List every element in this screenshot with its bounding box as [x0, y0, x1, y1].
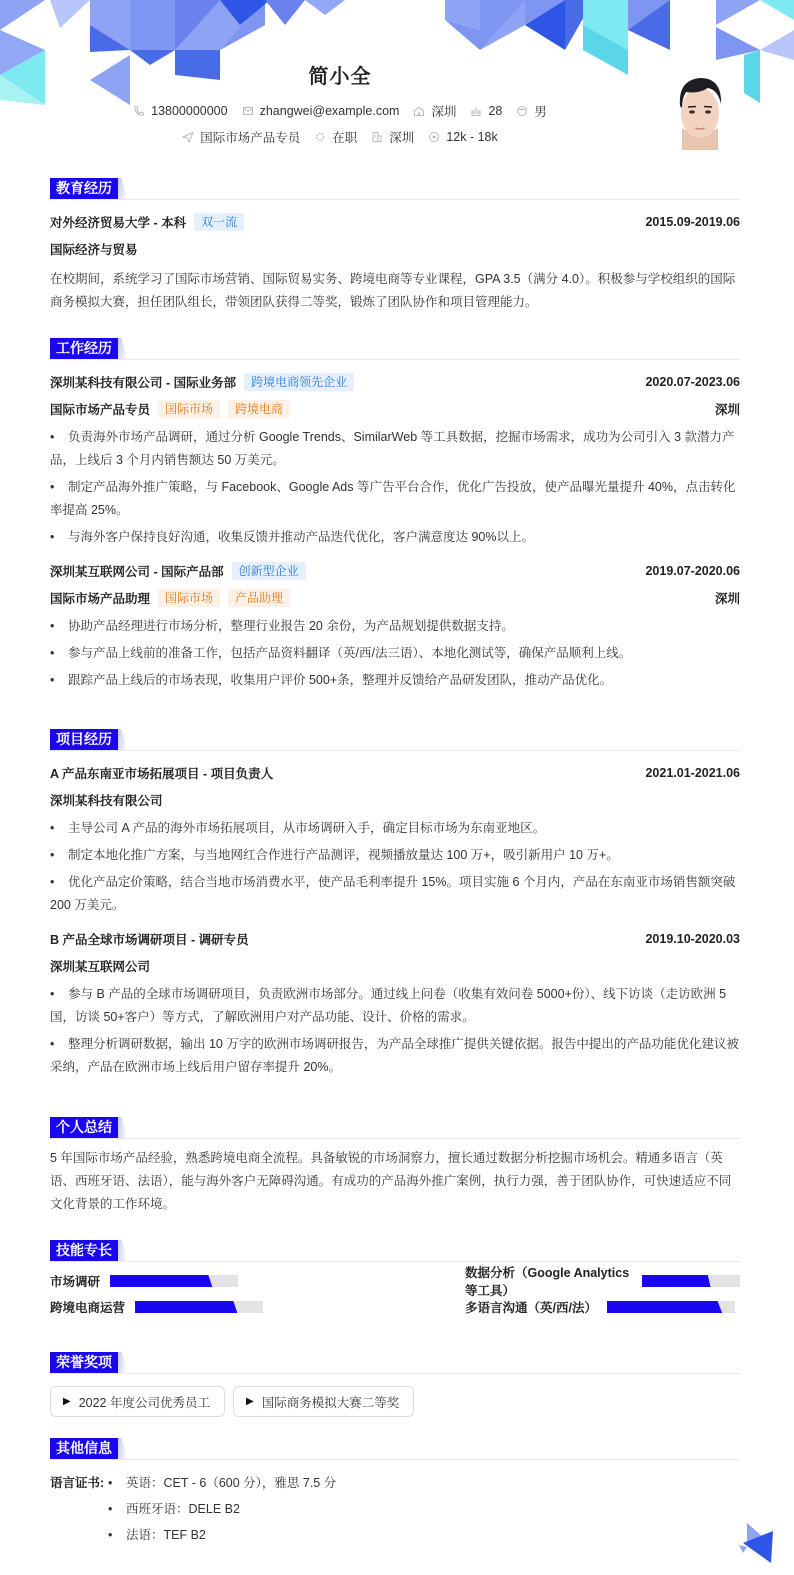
list-item: • 主导公司 A 产品的海外市场拓展项目，从市场调研入手，确定目标市场为东南亚地区。 — [50, 821, 546, 835]
section-header — [50, 338, 740, 360]
status-icon — [314, 131, 326, 143]
intent-salary: 12k - 18k — [428, 130, 497, 144]
list-item: • 参与产品上线前的准备工作，包括产品资料翻译（英/西/法三语）、本地化测试等，确保产品顺利上线。 — [50, 646, 632, 660]
work-bullets — [50, 426, 740, 549]
skill-name: 数据分析（Google Analytics 等工具） — [465, 1266, 630, 1298]
summary-section — [50, 1117, 740, 1216]
avatar — [660, 68, 740, 150]
skills-grid — [50, 1266, 740, 1315]
intent-status: 在职 — [314, 128, 357, 146]
contact-home: 深圳 — [413, 102, 456, 120]
company-tag: 跨境电商领先企业 — [244, 373, 354, 391]
role-tag: 国际市场 — [158, 400, 220, 418]
section-title: 工作经历 — [50, 338, 118, 359]
role-tag: 跨境电商 — [228, 400, 290, 418]
skill-name: 跨境电商运营 — [50, 1301, 126, 1315]
school-tag: 双一流 — [194, 213, 244, 231]
mail-icon — [242, 105, 254, 117]
skill-bar — [135, 1301, 263, 1313]
work-section — [50, 338, 740, 696]
project-date: 2021.01-2021.06 — [645, 765, 740, 780]
education-row — [50, 208, 740, 235]
role-tag: 国际市场 — [158, 589, 220, 607]
job-role: 国际市场产品专员 — [50, 402, 151, 417]
contact-row — [0, 102, 680, 120]
list-item: • 优化产品定价策略，结合当地市场消费水平，使产品毛利率提升 15%。项目实施 6 个月内，产品在东南亚市场销售额突破 200 万美元。 — [50, 875, 736, 912]
awards-section — [50, 1352, 740, 1417]
school-name: 对外经济贸易大学 - 本科 — [50, 215, 187, 230]
company-tag: 创新型企业 — [232, 562, 306, 580]
skill-item — [50, 1300, 325, 1314]
work-city: 深圳 — [714, 402, 740, 417]
education-description: 在校期间，系统学习了国际市场营销、国际贸易实务、跨境电商等专业课程，GPA 3.5（满分 4.0）。积极参与学校组织的国际商务模拟大赛，担任团队组长，带领团队获得二等奖，锻炼了团队协作和项目管理能力。 — [50, 272, 736, 309]
certificates-label: 语言证书: — [50, 1476, 105, 1490]
phone-icon — [133, 105, 145, 117]
gender-icon — [516, 105, 528, 117]
list-item: • 法语：TEF B2 — [108, 1528, 206, 1542]
skill-name: 多语言沟通（英/西/法） — [465, 1301, 597, 1315]
list-item: • 参与 B 产品的全球市场调研项目，负责欧洲市场部分。通过线上问卷（收集有效问卷 5000+份）、线下访谈（走访欧洲 5 国，访谈 50+客户）等方式，了解欧洲用户对产品功能、设计、价格的需求。 — [50, 987, 727, 1024]
list-item: • 英语：CET - 6（600 分），雅思 7.5 分 — [108, 1476, 337, 1490]
section-header — [50, 1117, 740, 1139]
skill-item — [465, 1300, 740, 1314]
skill-bar — [642, 1275, 740, 1287]
avatar-photo-icon — [660, 68, 740, 150]
skill-bar — [607, 1301, 735, 1313]
section-title: 教育经历 — [50, 178, 118, 199]
list-item: • 跟踪产品上线后的市场表现，收集用户评价 500+条，整理并反馈给产品研发团队，推动产品优化。 — [50, 673, 613, 687]
intent-position: 国际市场产品专员 — [182, 128, 300, 146]
section-header — [50, 1240, 740, 1262]
candidate-name: 简小全 — [308, 66, 372, 88]
contact-phone: 13800000000 — [133, 104, 227, 118]
award-item: ▶ 国际商务模拟大赛二等奖 — [233, 1386, 414, 1417]
project-bullets — [50, 983, 740, 1079]
home-icon — [413, 105, 425, 117]
section-title: 其他信息 — [50, 1438, 118, 1459]
award-item: ▶ 2022 年度公司优秀员工 — [50, 1386, 225, 1417]
work-item — [50, 368, 740, 549]
section-title: 技能专长 — [50, 1240, 118, 1261]
certificates-list — [108, 1470, 336, 1548]
intent-row — [0, 128, 680, 146]
contact-age: 28 — [470, 104, 502, 118]
work-bullets — [50, 615, 740, 692]
work-date: 2019.07-2020.06 — [645, 563, 740, 578]
role-tag: 产品助理 — [228, 589, 290, 607]
send-icon — [182, 131, 194, 143]
summary-text: 5 年国际市场产品经验，熟悉跨境电商全流程。具备敏锐的市场洞察力，擅长通过数据分析挖掘市场机会。精通多语言（英语、西班牙语、法语），能与海外客户无障碍沟通。有成功的产品海外推广案例，执行力强，善于团队协作，可快速适应不同文化背景的工作环境。 — [50, 1151, 732, 1211]
contact-gender: 男 — [516, 102, 547, 120]
list-item: • 协助产品经理进行市场分析，整理行业报告 20 余份，为产品规划提供数据支持。 — [50, 619, 514, 633]
section-header — [50, 178, 740, 200]
job-role: 国际市场产品助理 — [50, 591, 151, 606]
project-bullets — [50, 817, 740, 917]
project-company: 深圳某互联网公司 — [50, 959, 151, 974]
age-icon — [470, 105, 482, 117]
section-header — [50, 1438, 740, 1460]
project-date: 2019.10-2020.03 — [645, 931, 740, 946]
education-date: 2015.09-2019.06 — [645, 214, 740, 229]
language-certificates — [50, 1470, 740, 1548]
awards-list — [50, 1386, 740, 1417]
project-item — [50, 925, 740, 1079]
project-name: A 产品东南亚市场拓展项目 - 项目负责人 — [50, 766, 274, 781]
project-item — [50, 759, 740, 917]
list-item: • 与海外客户保持良好沟通，收集反馈并推动产品迭代优化，客户满意度达 90%以上。 — [50, 530, 534, 544]
list-item: • 制定本地化推广方案，与当地网红合作进行产品测评，视频播放量达 100 万+，吸引新用户 10 万+。 — [50, 848, 619, 862]
skill-item — [50, 1274, 325, 1288]
company-name: 深圳某互联网公司 - 国际产品部 — [50, 564, 224, 579]
list-item: • 制定产品海外推广策略，与 Facebook、Google Ads 等广告平台合作，优化广告投放，使产品曝光量提升 40%，点击转化率提高 25%。 — [50, 480, 736, 517]
building-icon — [371, 131, 383, 143]
major-row — [50, 235, 740, 262]
footer-decoration — [735, 1515, 785, 1565]
work-date: 2020.07-2023.06 — [645, 374, 740, 389]
skill-name: 市场调研 — [50, 1275, 101, 1289]
major: 国际经济与贸易 — [50, 242, 138, 257]
contact-email: zhangwei@example.com — [242, 104, 400, 118]
skills-section — [50, 1240, 740, 1314]
play-icon: ▶ — [245, 1396, 254, 1407]
project-company: 深圳某科技有限公司 — [50, 793, 163, 808]
education-section — [50, 178, 740, 314]
work-item — [50, 557, 740, 692]
section-title: 荣誉奖项 — [50, 1352, 118, 1373]
salary-icon — [428, 131, 440, 143]
work-city: 深圳 — [714, 591, 740, 606]
company-name: 深圳某科技有限公司 - 国际业务部 — [50, 375, 237, 390]
intent-city: 深圳 — [371, 128, 414, 146]
skill-item — [465, 1266, 740, 1298]
section-title: 个人总结 — [50, 1117, 118, 1138]
list-item: • 西班牙语：DELE B2 — [108, 1502, 240, 1516]
list-item: • 整理分析调研数据，输出 10 万字的欧洲市场调研报告，为产品全球推广提供关键依据。报告中提出的产品功能优化建议被采纳，产品在欧洲市场上线后用户留存率提升 20%。 — [50, 1037, 739, 1074]
section-header — [50, 729, 740, 751]
project-name: B 产品全球市场调研项目 - 调研专员 — [50, 932, 249, 947]
play-icon: ▶ — [63, 1396, 71, 1407]
section-header — [50, 1352, 740, 1374]
list-item: • 负责海外市场产品调研，通过分析 Google Trends、SimilarWeb 等工具数据，挖掘市场需求，成功为公司引入 3 款潜力产品，上线后 3 个月内销售额达 50 万美元。 — [50, 430, 735, 467]
other-section — [50, 1438, 740, 1548]
projects-section — [50, 729, 740, 1083]
section-title: 项目经历 — [50, 729, 118, 750]
skill-bar — [110, 1275, 238, 1287]
